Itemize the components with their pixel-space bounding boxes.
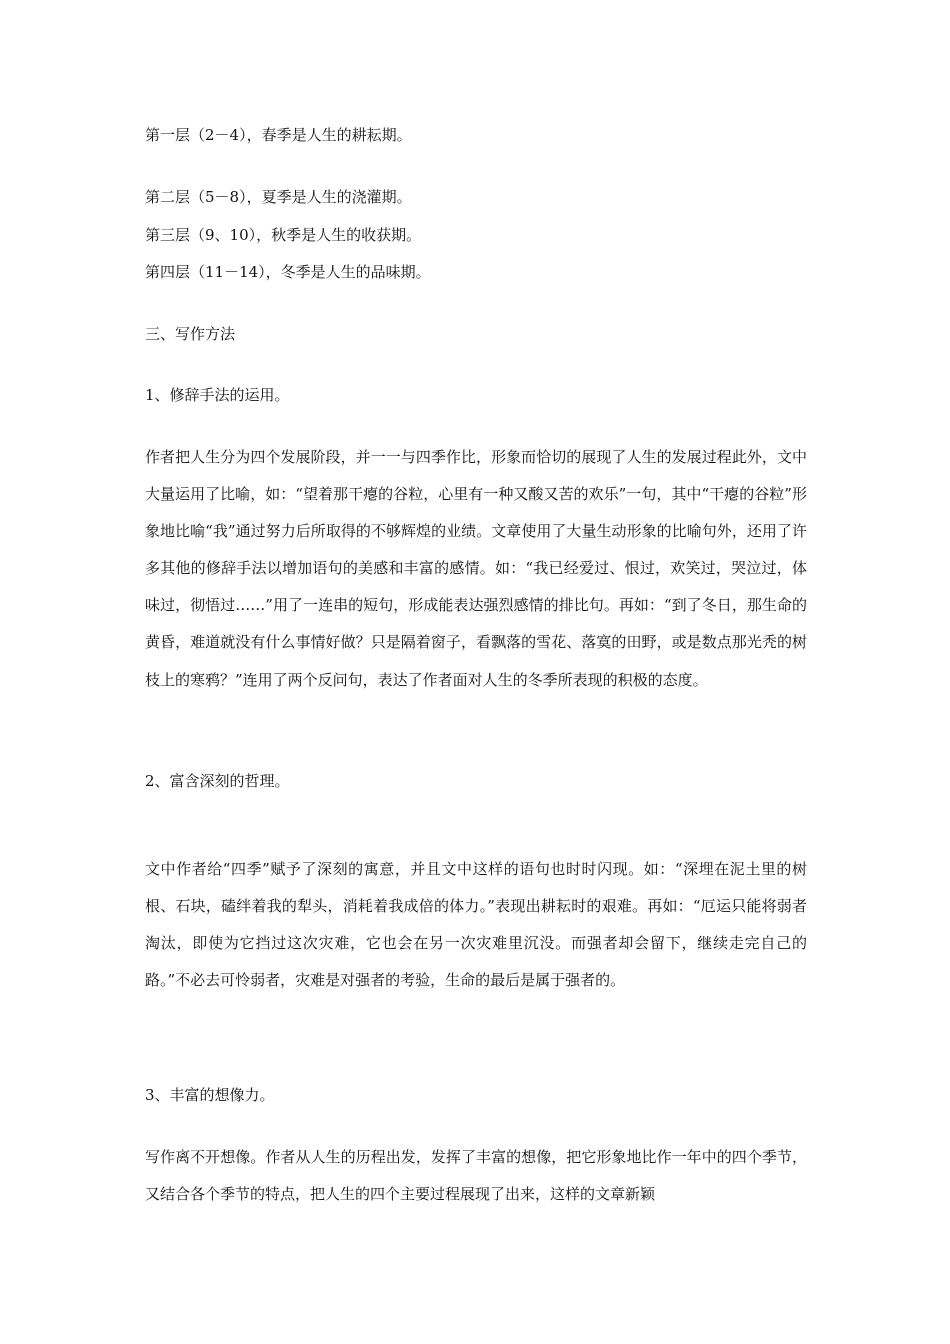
layer-line-4: 第四层（11－14），冬季是人生的品味期。 bbox=[145, 263, 431, 281]
layer-line-1: 第一层（2－4），春季是人生的耕耘期。 bbox=[145, 126, 412, 144]
method-1-title: 1、修辞手法的运用。 bbox=[145, 386, 290, 404]
method-3-paragraph: 写作离不开想像。作者从人生的历程出发，发挥了丰富的想像，把它形象地比作一年中的四个季节，又结合各个季节的特点，把人生的四个主要过程展现了出来，这样的文章新颖 bbox=[145, 1148, 807, 1204]
layer-line-2: 第二层（5－8），夏季是人生的浇灌期。 bbox=[145, 188, 412, 206]
section-heading: 三、写作方法 bbox=[145, 325, 236, 343]
method-3-title: 3、丰富的想像力。 bbox=[145, 1086, 275, 1104]
layer-line-3: 第三层（9、10），秋季是人生的收获期。 bbox=[145, 226, 422, 244]
method-1-paragraph: 作者把人生分为四个发展阶段，并一一与四季作比，形象而恰切的展现了人生的发展过程此外，文中大量运用了比喻，如：“望着那干瘪的谷粒，心里有一种又酸又苦的欢乐”一句，其中“干瘪的谷粒”形象地比喻“我”通过努力后所取得的不够辉煌的业绩。文章使用了大量生动形象的比喻句外，还用了许多其他的修辞手法以增加语句的美感和丰富的感情。如：“我已经爱过、恨过，欢笑过，哭泣过，体味过，彻悟过……”用了一连串的短句，形成能表达强烈感情的排比句。再如：“到了冬日，那生命的黄昏，难道就没有什么事情好做？只是隔着窗子，看飘落的雪花、落寞的田野，或是数点那光秃的树枝上的寒鸦？”连用了两个反问句，表达了作者面对人生的冬季所表现的积极的态度。 bbox=[145, 448, 807, 689]
method-2-title: 2、富含深刻的哲理。 bbox=[145, 772, 290, 790]
method-2-paragraph: 文中作者给“四季”赋予了深刻的寓意，并且文中这样的语句也时时闪现。如：“深埋在泥土里的树根、石块，磕绊着我的犁头，消耗着我成倍的体力。”表现出耕耘时的艰难。再如：“厄运只能将弱者淘汰，即使为它挡过这次灾难，它也会在另一次灾难里沉没。而强者却会留下，继续走完自己的路。”不必去可怜弱者，灾难是对强者的考验，生命的最后是属于强者的。 bbox=[145, 860, 807, 990]
